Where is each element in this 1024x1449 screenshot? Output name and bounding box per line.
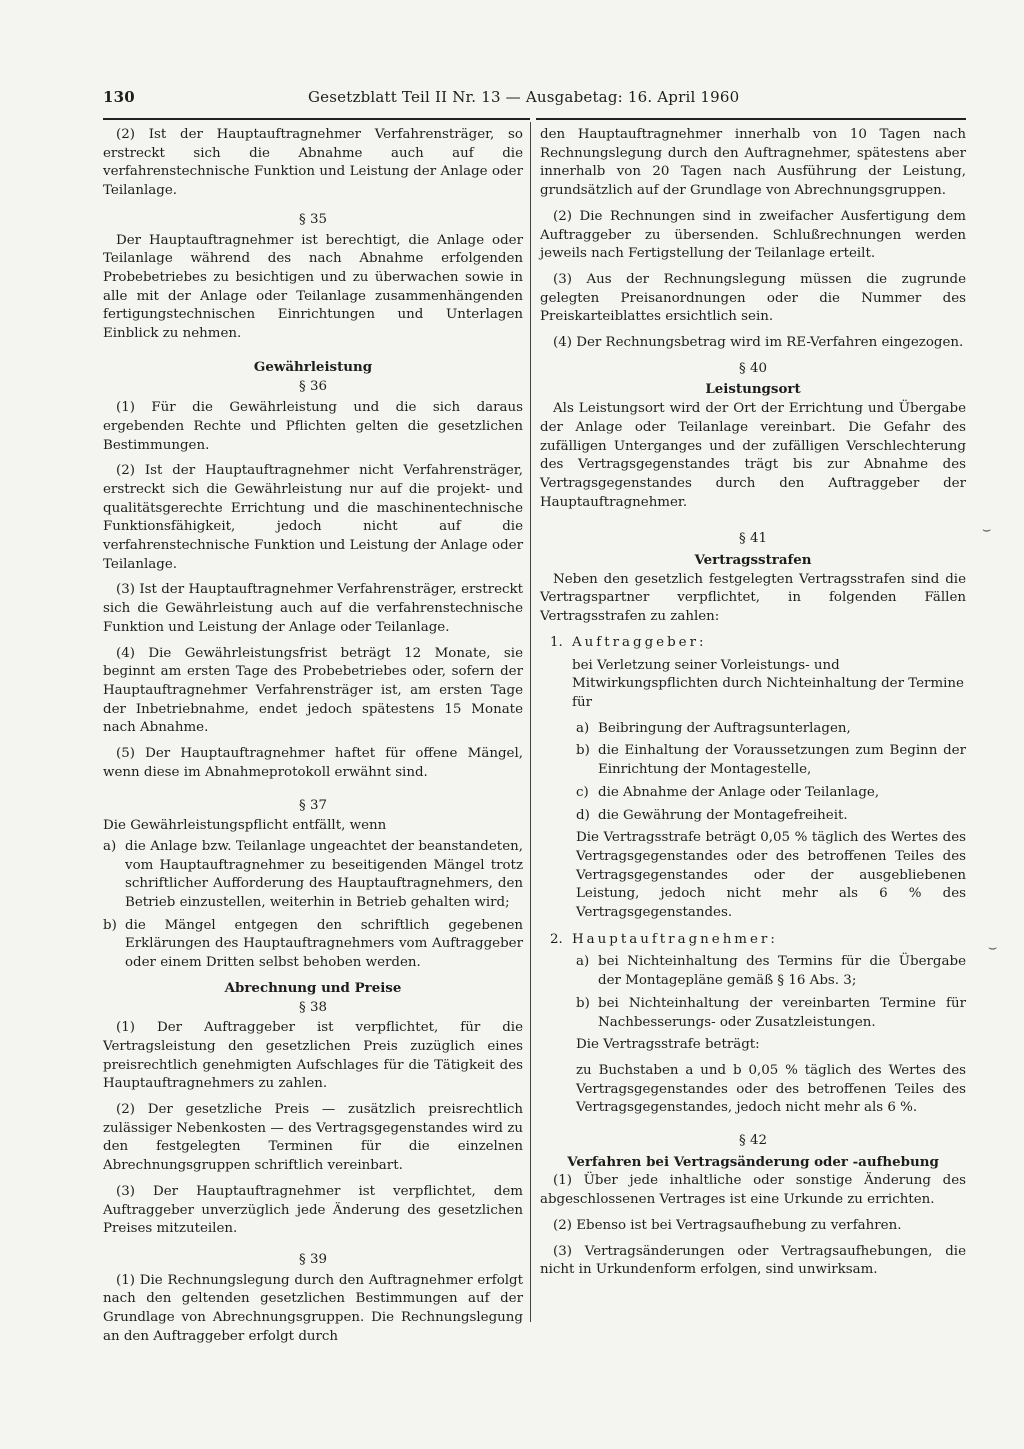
section-41-2-penalty-intro: Die Vertragsstrafe beträgt:	[576, 1037, 760, 1053]
section-35-text: Der Hauptauftragnehmer ist berechtigt, die Anlage oder Teilanlage während des nach Abnahme erfolgenden Probebetriebes zu besichtigen und zu überwachen sowie in alle mit der Anlage oder Teilanlage zusammenhängenden fertigungstechnischen Einrichtungen und Unterlagen Einblick zu nehmen.	[103, 232, 523, 342]
section-36-title: § 36	[299, 379, 327, 395]
list-label: a)	[576, 720, 590, 736]
list-label: b)	[576, 995, 590, 1011]
section-38-title: § 38	[299, 999, 327, 1015]
section-40-title: § 40	[739, 360, 767, 376]
section-36-5: (5) Der Hauptauftragnehmer haftet für offene Mängel, wenn diese im Abnahmeprotokoll erwähnt sind.	[103, 746, 523, 780]
list-label: b)	[576, 743, 590, 759]
section-42-title: § 42	[739, 1133, 767, 1149]
section-41-2-penalty: zu Buchstaben a und b 0,05 % täglich des Wertes des Vertragsgegenstandes oder des betroffenen Teiles des Vertragsgegenstandes, jedoch nicht mehr als 6 %.	[576, 1062, 966, 1116]
section-38-2: (2) Der gesetzliche Preis — zusätzlich preisrechtlich zulässiger Nebenkosten — des Vertragsgegenstandes wird zu den festgelegten Terminen für die einzelnen Abrechnungsgruppen schriftlich vereinbart.	[103, 1102, 523, 1174]
section-41-1-penalty: Die Vertragsstrafe beträgt 0,05 % täglich des Wertes des Vertragsgegenstandes oder des betroffenen Teiles des Vertragsgegenstandes oder der ausgebliebenen Leistung, jedoch nicht mehr als 6 % des Vertragsgegenstandes.	[576, 830, 966, 921]
page-header	[103, 88, 967, 114]
header-title: Gesetzblatt Teil II Nr. 13 — Ausgabetag: 16. April 1960	[308, 88, 740, 106]
list-text: die Abnahme der Anlage oder Teilanlage,	[598, 784, 880, 800]
section-41-item-1	[550, 634, 966, 653]
list-item	[576, 807, 966, 826]
list-text: Beibringung der Auftragsunterlagen,	[598, 720, 851, 736]
list-text: bei Nichteinhaltung der vereinbarten Termine für Nachbesserungs- oder Zusatzleistungen.	[598, 995, 966, 1030]
list-item	[576, 953, 966, 990]
section-42-3: (3) Vertragsänderungen oder Vertragsaufhebungen, die nicht in Urkundenform erfolgen, sind unwirksam.	[540, 1243, 966, 1278]
section-42-2: (2) Ebenso ist bei Vertragsaufhebung zu verfahren.	[553, 1217, 902, 1233]
section-35-title: § 35	[299, 211, 327, 227]
list-item	[576, 784, 966, 803]
list-label: d)	[576, 807, 590, 823]
paragraph-34-2: (2) Ist der Hauptauftragnehmer Verfahrensträger, so erstreckt sich die Abnahme auch auf die verfahrenstechnische Funktion und Leistung der Anlage oder Teilanlage.	[103, 127, 523, 199]
section-38-1: (1) Der Auftraggeber ist verpflichtet, für die Vertragsleistung den gesetzlichen Preis zuzüglich eines preisrechtlich genehmigten Aufschlages für die Tätigkeit des Hauptauftragnehmers zu zahlen.	[103, 1020, 523, 1092]
list-label: 2.	[550, 931, 563, 947]
list-text: die Einhaltung der Voraussetzungen zum Beginn der Einrichtung der Montagestelle,	[598, 743, 966, 778]
list-label: c)	[576, 784, 589, 800]
column-divider	[530, 122, 531, 1322]
section-41-2-list	[540, 953, 966, 1032]
section-36-1: (1) Für die Gewährleistung und die sich daraus ergebenden Rechte und Pflichten gelten die gesetzlichen Bestimmungen.	[103, 400, 523, 453]
section-39-title: § 39	[299, 1251, 327, 1267]
list-text: die Gewährung der Montagefreiheit.	[598, 807, 848, 823]
section-39-3: (3) Aus der Rechnungslegung müssen die zugrunde gelegten Preisanordnungen oder die Nummer des Preiskarteiblattes ersichtlich sein.	[540, 271, 966, 325]
section-41-1-text: bei Verletzung seiner Vorleistungs- und Mitwirkungspflichten durch Nichteinhaltung der Termine für	[572, 657, 964, 710]
right-column	[540, 126, 966, 1287]
section-37-title: § 37	[299, 797, 327, 813]
section-38-3: (3) Der Hauptauftragnehmer ist verpflichtet, dem Auftraggeber unverzüglich jede Änderung des gesetzlichen Preises mitzuteilen.	[103, 1183, 523, 1237]
section-41-title: § 41	[739, 531, 767, 547]
section-37-item-b	[103, 917, 523, 973]
list-text: bei Nichteinhaltung des Termins für die Übergabe der Montagepläne gemäß § 16 Abs. 3;	[598, 954, 966, 989]
list-label: a)	[103, 838, 117, 854]
section-37-item-a	[103, 838, 523, 913]
section-36-4: (4) Die Gewährleistungsfrist beträgt 12 Monate, sie beginnt am ersten Tage des Probebetriebes oder, sofern der Hauptauftragnehmer Verfahrensträger ist, am ersten Tage der Inbetriebnahme, endet jedoch spätestens 15 Monate nach Abnahme.	[103, 645, 523, 736]
section-39-1-part-b: den Hauptauftragnehmer innerhalb von 10 Tagen nach Rechnungslegung durch den Auftragnehmer, spätestens aber innerhalb von 20 Tagen nach Ausführung der Leistung, grundsätzlich auf der Grundlage von Abrechnungsgruppen.	[540, 127, 966, 199]
page-number: 130	[103, 88, 135, 106]
section-41-1-list	[540, 720, 966, 826]
left-column	[103, 126, 523, 1353]
heading-leistungsort: Leistungsort	[705, 381, 801, 398]
section-39-4: (4) Der Rechnungsbetrag wird im RE-Verfahren eingezogen.	[553, 335, 964, 351]
section-37-intro: Die Gewährleistungspflicht entfällt, wenn	[103, 818, 387, 834]
header-rule-left	[103, 118, 530, 120]
section-39-1-part-a: (1) Die Rechnungslegung durch den Auftragnehmer erfolgt nach den geltenden gesetzlichen Bestimmungen auf der Grundlage von Abrechnungsgruppen. Die Rechnungslegung an den Auftraggeber erfolgt durch	[103, 1272, 523, 1344]
heading-gewaehrleistung: Gewährleistung	[253, 358, 373, 375]
list-label: 1.	[550, 634, 563, 650]
section-40-text: Als Leistungsort wird der Ort der Errichtung und Übergabe der Anlage oder Teilanlage vereinbart. Die Gefahr des zufälligen Unterganges und der zufälligen Verschlechterung des Vertragsgegenstandes trägt bis zur Abnahme des Vertragsgegenstandes durch den Auftraggeber der Hauptauftragnehmer.	[540, 401, 966, 510]
section-41-item-2	[550, 931, 966, 950]
list-text: die Mängel entgegen den schriftlich gegebenen Erklärungen des Hauptauftragnehmers vom Auftraggeber oder einem Dritten selbst behoben werden.	[125, 917, 523, 971]
heading-verfahren: Verfahren bei Vertragsänderung oder -aufhebung	[567, 1153, 939, 1170]
section-41-intro: Neben den gesetzlich festgelegten Vertragsstrafen sind die Vertragspartner verpflichtet, in folgenden Fällen Vertragsstrafen zu zahlen:	[540, 571, 966, 625]
party-title: Auftraggeber:	[572, 634, 707, 650]
heading-abrechnung: Abrechnung und Preise	[224, 979, 402, 996]
margin-mark: ⌣	[982, 522, 992, 538]
list-label: b)	[103, 917, 117, 933]
section-36-3: (3) Ist der Hauptauftragnehmer Verfahrensträger, erstreckt sich die Gewährleistung auch auf die verfahrenstechnische Funktion und Leistung der Anlage oder Teilanlage.	[103, 582, 523, 635]
list-item	[576, 720, 966, 739]
list-item	[576, 995, 966, 1032]
section-42-1: (1) Über jede inhaltliche oder sonstige Änderung des abgeschlossenen Vertrages ist eine Urkunde zu errichten.	[540, 1173, 966, 1208]
list-item	[576, 742, 966, 779]
list-text: die Anlage bzw. Teilanlage ungeachtet der beanstandeten, vom Hauptauftragnehmer zu beseitigenden Mängel trotz schriftlicher Aufforderung des Hauptauftragnehmers, den Betrieb einzustellen, weiterhin in Betrieb gehalten wird;	[125, 838, 523, 911]
list-label: a)	[576, 954, 590, 970]
party-title: Hauptauftragnehmer:	[572, 931, 778, 947]
margin-mark: ⌣	[988, 940, 998, 956]
header-rule-right	[536, 118, 966, 120]
heading-vertragsstrafen: Vertragsstrafen	[694, 552, 812, 569]
section-39-2: (2) Die Rechnungen sind in zweifacher Ausfertigung dem Auftraggeber zu übersenden. Schlußrechnungen werden jeweils nach Fertigstellung der Teilanlage erteilt.	[540, 208, 966, 262]
section-36-2: (2) Ist der Hauptauftragnehmer nicht Verfahrensträger, erstreckt sich die Gewährleistung nur auf die projekt- und qualitätsgerechte Errichtung und die maschinentechnische Funktionsfähigkeit, jedoch nicht auf die verfahrenstechnische Funktion und Leistung der Anlage oder Teilanlage.	[103, 463, 523, 572]
